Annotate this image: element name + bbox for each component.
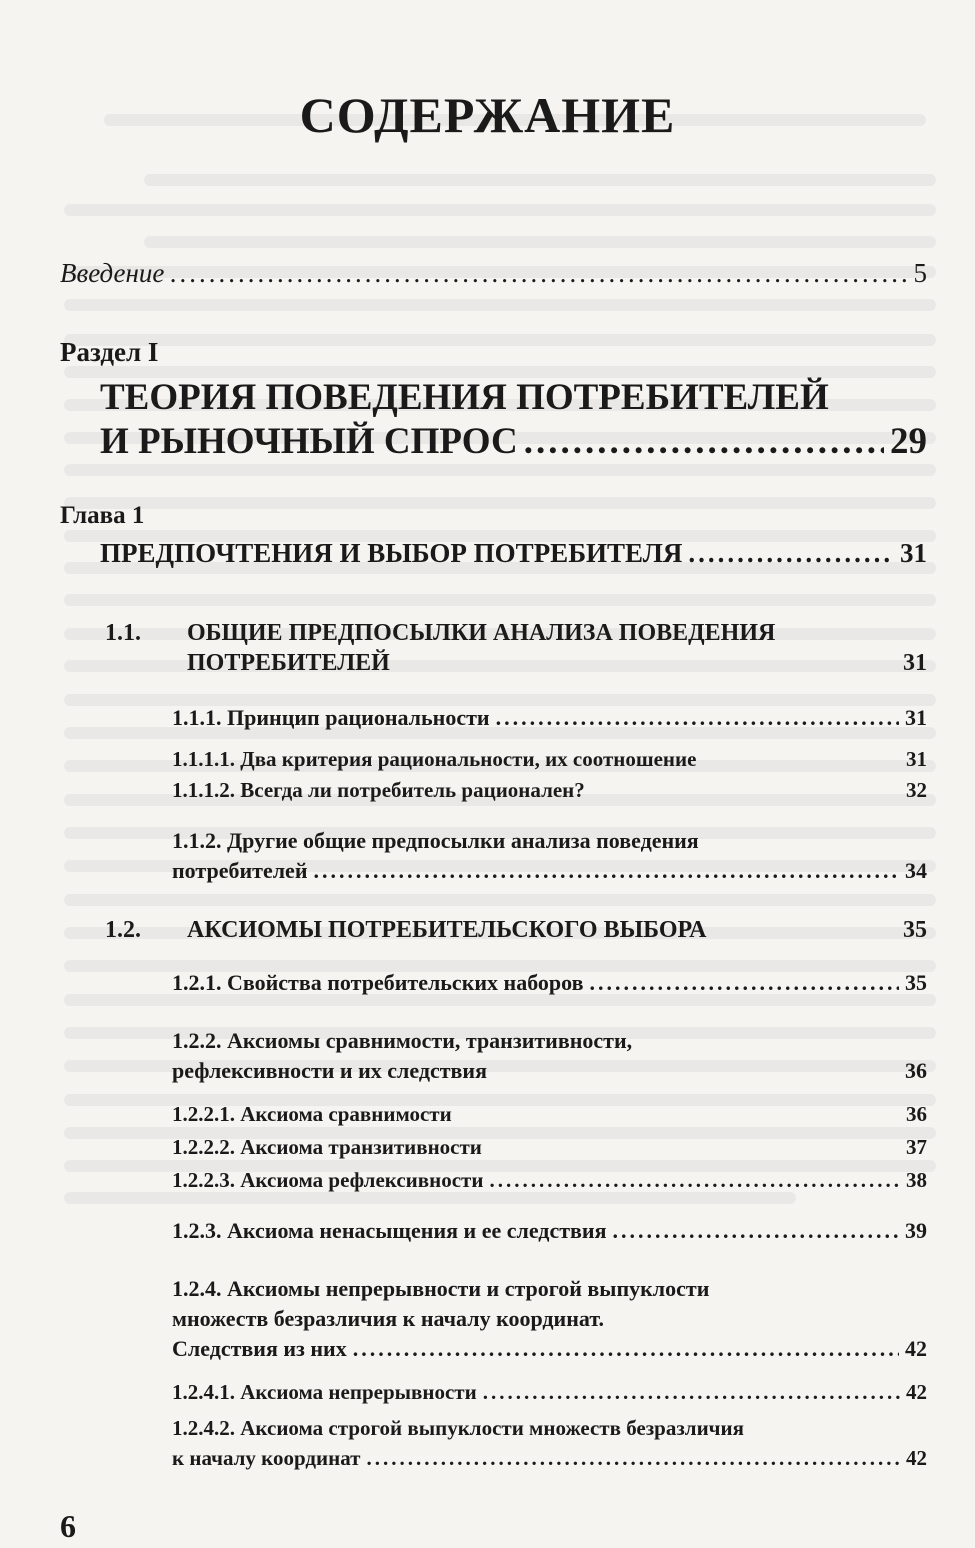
toc-entry-1-2-2[interactable]: 1.2.2. Аксиомы сравнимости, транзитивности, bbox=[172, 1028, 633, 1053]
toc-entry-1-1-1-2[interactable]: 1.1.1.2. Всегда ли потребитель рационален? 32 bbox=[172, 778, 927, 802]
toc-entry-1-2-2-1[interactable]: 1.2.2.1. Аксиома сравнимости 36 bbox=[172, 1102, 927, 1126]
toc-intro-page: 5 bbox=[913, 258, 927, 288]
dot-leader bbox=[483, 1380, 900, 1405]
dot-leader bbox=[496, 705, 899, 731]
toc-entry-1-2-4-cont1[interactable]: множеств безразличия к началу координат. bbox=[172, 1306, 604, 1331]
dot-leader bbox=[590, 970, 899, 996]
dot-leader bbox=[524, 420, 884, 463]
dot-leader bbox=[489, 1168, 900, 1193]
toc-entry-1-1[interactable]: 1.1. ОБЩИЕ ПРЕДПОСЫЛКИ АНАЛИЗА ПОВЕДЕНИЯ bbox=[105, 620, 776, 646]
toc-entry-1-2-4-2[interactable]: 1.2.4.2. Аксиома строгой выпуклости множеств безразличия bbox=[172, 1416, 744, 1440]
toc-entry-1-2-4[interactable]: 1.2.4. Аксиомы непрерывности и строгой выпуклости bbox=[172, 1276, 710, 1301]
section-title-line2[interactable]: И РЫНОЧНЫЙ СПРОС ..... 29 bbox=[100, 420, 927, 463]
section-title-line1[interactable]: ТЕОРИЯ ПОВЕДЕНИЯ ПОТРЕБИТЕЛЕЙ bbox=[100, 377, 829, 418]
section-label: Раздел I bbox=[60, 337, 159, 367]
toc-entry-1-2-4-1[interactable]: 1.2.4.1. Аксиома непрерывности ..... 42 bbox=[172, 1380, 927, 1405]
toc-entry-1-1-cont[interactable]: ПОТРЕБИТЕЛЕЙ 31 bbox=[187, 650, 927, 676]
toc-intro[interactable] bbox=[60, 258, 927, 289]
toc-entry-1-1-2[interactable]: 1.1.2. Другие общие предпосылки анализа поведения bbox=[172, 828, 699, 853]
page-title: СОДЕРЖАНИЕ bbox=[299, 87, 676, 143]
chapter-title[interactable]: ПРЕДПОЧТЕНИЯ И ВЫБОР ПОТРЕБИТЕЛЯ ..... 31 bbox=[100, 538, 927, 569]
toc-entry-1-2-2-cont[interactable]: рефлексивности и их следствия 36 bbox=[172, 1058, 927, 1083]
toc-entry-1-1-2-cont[interactable]: потребителей ..... 34 bbox=[172, 858, 927, 884]
toc-entry-1-2-2-3[interactable]: 1.2.2.3. Аксиома рефлексивности ..... 38 bbox=[172, 1168, 927, 1193]
dot-leader bbox=[314, 858, 900, 884]
toc-entry-1-2-1[interactable]: 1.2.1. Свойства потребительских наборов ..... 35 bbox=[172, 970, 927, 996]
page-number: 6 bbox=[60, 1508, 76, 1544]
toc-entry-1-2-3[interactable]: 1.2.3. Аксиома ненасыщения и ее следствия ..... 39 bbox=[172, 1218, 927, 1244]
toc-entry-1-2-4-2-cont[interactable]: к началу координат ..... 42 bbox=[172, 1446, 927, 1471]
chapter-label: Глава 1 bbox=[60, 502, 145, 529]
toc-intro-label: Введение bbox=[60, 258, 165, 288]
dot-leader bbox=[170, 258, 907, 289]
toc-entry-1-1-1[interactable]: 1.1.1. Принцип рациональности ..... 31 bbox=[172, 705, 927, 731]
dot-leader bbox=[367, 1446, 901, 1471]
chapter-page: 31 bbox=[900, 538, 927, 568]
toc-entry-1-2[interactable]: 1.2. АКСИОМЫ ПОТРЕБИТЕЛЬСКОГО ВЫБОРА 35 bbox=[105, 917, 927, 943]
dot-leader bbox=[353, 1336, 899, 1362]
toc-entry-1-2-4-cont2[interactable]: Следствия из них ..... 42 bbox=[172, 1336, 927, 1362]
dot-leader bbox=[612, 1218, 899, 1244]
toc-entry-1-1-1-1[interactable]: 1.1.1.1. Два критерия рациональности, их соотношение 31 bbox=[172, 747, 927, 771]
dot-leader bbox=[688, 538, 894, 569]
toc-entry-1-2-2-2[interactable]: 1.2.2.2. Аксиома транзитивности 37 bbox=[172, 1135, 927, 1159]
section-page: 29 bbox=[890, 421, 927, 462]
